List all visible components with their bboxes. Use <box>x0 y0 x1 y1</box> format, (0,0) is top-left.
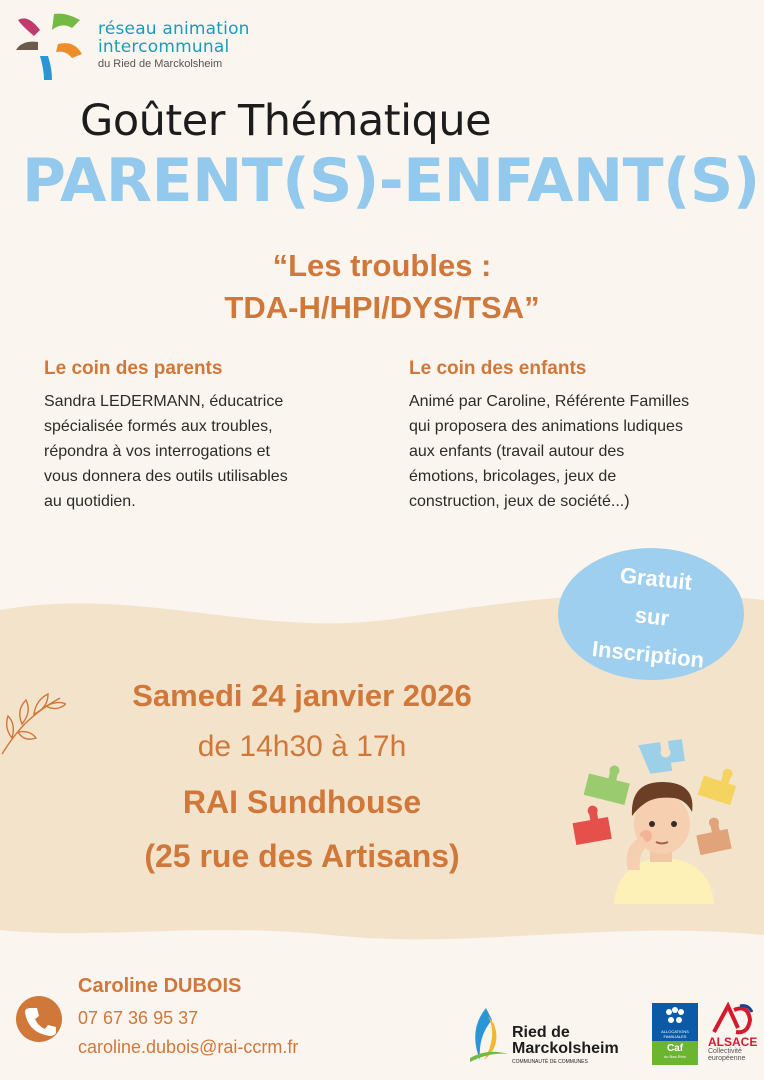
parents-text-line: Sandra LEDERMANN, éducatrice <box>44 393 284 410</box>
network-logo-icon <box>10 8 86 82</box>
parents-heading: Le coin des parents <box>44 358 223 379</box>
ried-line-3: COMMUNAUTÉ DE COMMUNES <box>512 1059 588 1065</box>
parents-section <box>44 358 332 514</box>
theme-line-1: “Les troubles : <box>272 248 492 283</box>
badge-line-3: Inscription <box>590 635 706 673</box>
caf-text <box>652 1029 698 1039</box>
alsace-line-2: Collectivité <box>708 1048 742 1055</box>
parents-text <box>44 389 332 514</box>
title-line-2: PARENT(S)-ENFANT(S) <box>22 146 760 216</box>
logo-line-2: intercommunal <box>98 37 230 57</box>
event-time: de 14h30 à 17h <box>197 730 407 763</box>
children-text-line: qui proposera des animations ludiques <box>409 418 683 435</box>
ried-logo-icon <box>466 1006 510 1064</box>
parents-text-line: répondra à vos interrogations et <box>44 443 270 460</box>
parents-text-line: spécialisée formés aux troubles, <box>44 418 273 435</box>
contact-phone[interactable]: 07 67 36 95 37 <box>78 1008 199 1028</box>
contact-name: Caroline DUBOIS <box>78 975 242 997</box>
children-heading: Le coin des enfants <box>409 358 587 379</box>
ried-line-1: Ried de <box>512 1024 570 1041</box>
caf-line-2: FAMILIALES <box>663 1034 687 1039</box>
alsace-line-3: européenne <box>708 1055 746 1062</box>
caf-green-band <box>652 1041 698 1065</box>
children-text <box>409 389 740 514</box>
phone-icon <box>16 996 62 1042</box>
caf-line-1: ALLOCATIONS <box>661 1029 689 1034</box>
ried-logo-text <box>512 1025 619 1065</box>
children-text-line: Animé par Caroline, Référente Familles <box>409 393 690 410</box>
children-text-line: émotions, bricolages, jeux de <box>409 468 617 485</box>
children-text-line: aux enfants (travail autour des <box>409 443 625 460</box>
contact-email[interactable]: caroline.dubois@rai-ccrm.fr <box>78 1037 299 1057</box>
event-place: RAI Sundhouse <box>182 784 422 820</box>
title-line-1: Goûter Thématique <box>80 96 492 146</box>
event-date: Samedi 24 janvier 2026 <box>132 678 472 713</box>
logo-line-3: du Ried de Marckolsheim <box>98 58 223 70</box>
caf-line-4: du Bas-Rhin <box>663 1054 686 1059</box>
event-address: (25 rue des Artisans) <box>144 838 460 874</box>
theme-line-2: TDA-H/HPI/DYS/TSA” <box>224 290 540 325</box>
alsace-logo-text <box>708 1036 758 1062</box>
alsace-line-1: ALSACE <box>708 1035 758 1049</box>
parents-text-line: au quotidien. <box>44 493 136 510</box>
parents-text-line: vous donnera des outils utilisables <box>44 468 288 485</box>
ried-line-2: Marckolsheim <box>512 1040 619 1057</box>
caf-logo <box>652 1003 698 1065</box>
caf-logo-icon <box>663 1006 687 1028</box>
children-text-line: construction, jeux de société...) <box>409 493 630 510</box>
badge-line-1: Gratuit <box>618 562 694 595</box>
child-puzzle-illustration <box>566 736 756 908</box>
caf-line-3: Caf <box>666 1043 684 1054</box>
logo-line-1: réseau animation <box>98 19 250 39</box>
alsace-logo-icon <box>708 1002 754 1036</box>
network-logo-text <box>98 21 250 70</box>
badge-line-2: sur <box>633 602 671 631</box>
badge-text <box>555 551 750 684</box>
children-section <box>409 358 740 514</box>
